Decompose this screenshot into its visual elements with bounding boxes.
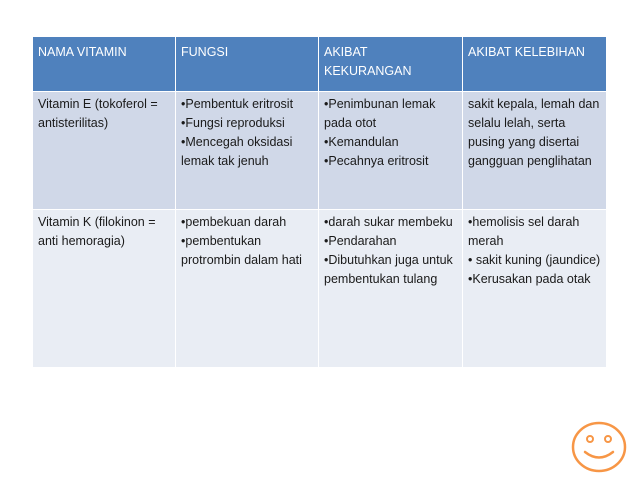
- list-item: •darah sukar membeku: [324, 215, 453, 229]
- cell-akibat-kelebihan: [463, 92, 607, 210]
- list-item: •Dibutuhkan juga untuk pembentukan tulang: [324, 253, 457, 286]
- smiley-right-eye: [605, 436, 611, 442]
- cell-akibat-kelebihan: [463, 210, 607, 368]
- list-item: •Pendarahan: [324, 234, 397, 248]
- list-item: •Pembentuk eritrosit: [181, 97, 294, 111]
- list-item: •Kerusakan pada otak: [468, 272, 591, 286]
- vitamin-table: [32, 36, 607, 368]
- smiley-face-icon: [571, 421, 627, 473]
- list-item: •pembentukan protrombin dalam hati: [181, 234, 302, 267]
- smiley-outline: [573, 423, 625, 471]
- header-fungsi: FUNGSI: [176, 37, 319, 92]
- cell-fungsi: [176, 210, 319, 368]
- table-row: [33, 92, 607, 210]
- list-item: • sakit kuning (jaundice): [468, 253, 601, 267]
- list-item: •Pecahnya eritrosit: [324, 154, 429, 168]
- cell-akibat-kekurangan: [319, 92, 463, 210]
- list-item: •Kemandulan: [324, 135, 399, 149]
- list-item: •Mencegah oksidasi lemak tak jenuh: [181, 135, 296, 168]
- list-item: sakit kepala, lemah dan selalu lelah, serta pusing yang disertai gangguan penglihatan: [468, 97, 603, 168]
- cell-fungsi: [176, 92, 319, 210]
- cell-nama-vitamin: Vitamin K (filokinon = anti hemoragia): [33, 210, 176, 368]
- list-item: •Fungsi reproduksi: [181, 116, 285, 130]
- smiley-left-eye: [587, 436, 593, 442]
- table-header-row: [33, 37, 607, 92]
- cell-akibat-kekurangan: [319, 210, 463, 368]
- header-akibat-kekurangan: AKIBAT KEKURANGAN: [319, 37, 463, 92]
- header-akibat-kelebihan: AKIBAT KELEBIHAN: [463, 37, 607, 92]
- table-row: [33, 210, 607, 368]
- header-nama-vitamin: NAMA VITAMIN: [33, 37, 176, 92]
- list-item: •Penimbunan lemak pada otot: [324, 97, 439, 130]
- list-item: •pembekuan darah: [181, 215, 287, 229]
- list-item: •hemolisis sel darah merah: [468, 215, 583, 248]
- cell-nama-vitamin: Vitamin E (tokoferol = antisterilitas): [33, 92, 176, 210]
